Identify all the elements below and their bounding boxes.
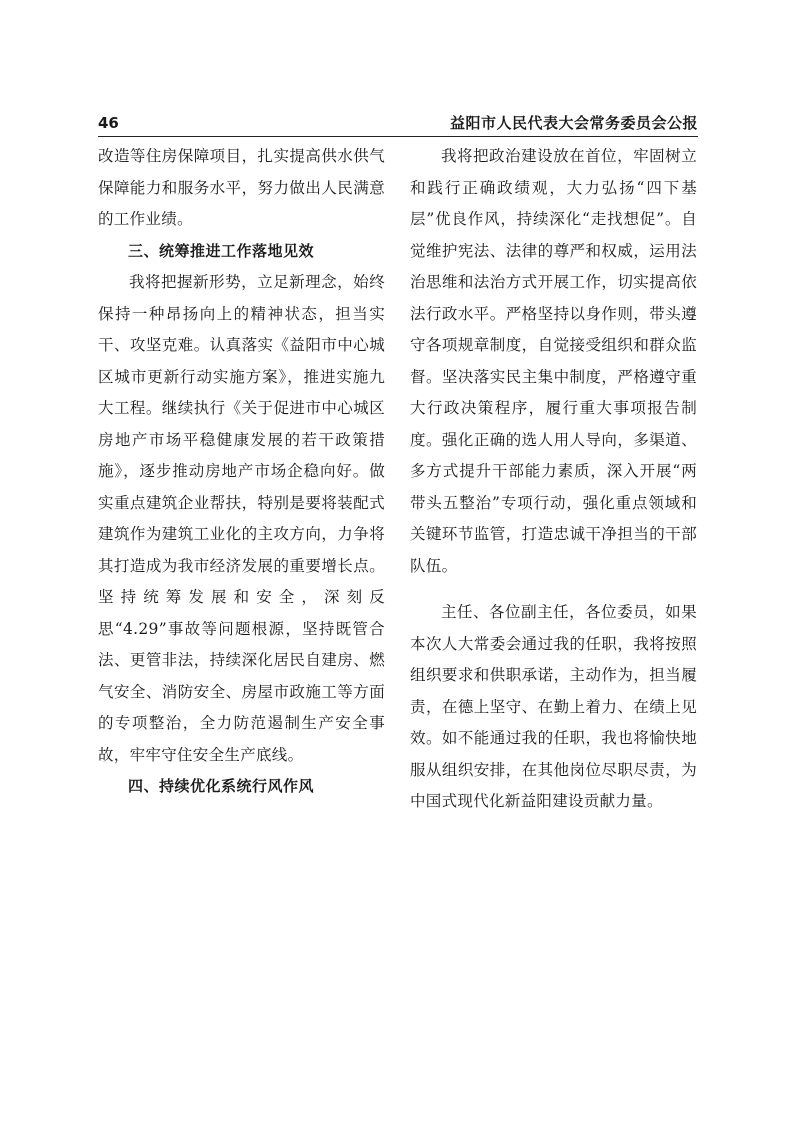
page-header	[98, 114, 698, 136]
header-rule	[98, 136, 698, 137]
section-4-paragraph: 我将把政治建设放在首位，牢固树立和践行正确政绩观，大力弘扬“四下基层”优良作风，持续深化“走找想促”。自觉维护宪法、法律的尊严和权威，运用法治思维和法治方式开展工作，切实提高依法行政水平。严格坚持以身作则，带头遵守各项规章制度，自觉接受组织和群众监督。坚决落实民主集中制度，严格遵守重大行政决策程序，履行重大事项报告制度。强化正确的选人用人导向，多渠道、多方式提升干部能力素质，深入开展“两带头五整治”专项行动，强化重点领域和关键环节监管，打造忠诚干净担当的干部队伍。	[410, 147, 697, 575]
left-column	[98, 141, 385, 803]
section-heading-3: 三、统筹推进工作落地见效	[128, 241, 315, 260]
closing-paragraph: 主任、各位副主任，各位委员，如果本次人大常委会通过我的任职，我将按照组织要求和供职承诺，主动作为，担当履责，在德上坚守、在勤上着力、在绩上见效。如不能通过我的任职，我也将愉快地服从组织安排，在其他岗位尽职尽责，为中国式现代化新益阳建设贡献力量。	[410, 603, 697, 810]
right-column	[410, 141, 697, 818]
page-number: 46	[98, 114, 119, 132]
journal-title: 益阳市人民代表大会常务委员会公报	[449, 114, 698, 132]
continued-paragraph: 改造等住房保障项目，扎实提高供水供气保障能力和服务水平，努力做出人民满意的工作业绩。	[98, 147, 385, 228]
paragraph-gap	[410, 582, 697, 597]
section-heading-4: 四、持续优化系统行风作风	[128, 777, 315, 795]
section-3-paragraph: 我将把握新形势，立足新理念，始终保持一种昂扬向上的精神状态，担当实干、攻坚克难。认真落实《益阳市中心城区城市更新行动实施方案》，推进实施九大工程。继续执行《关于促进市中心城区房地产市场平稳健康发展的若干政策措施》，逐步推动房地产市场企稳向好。做实重点建筑企业帮扶，特别是要将装配式建筑作为建筑工业化的主攻方向，力争将其打造成为我市经济发展的重要增长点。坚持统筹发展和安全，深刻反思“4.29”事故等问题根源，坚持既管合法、更管非法，持续深化居民自建房、燃气安全、消防安全、房屋市政施工等方面的专项整治，全力防范遏制生产安全事故，牢牢守住安全生产底线。	[98, 273, 385, 764]
